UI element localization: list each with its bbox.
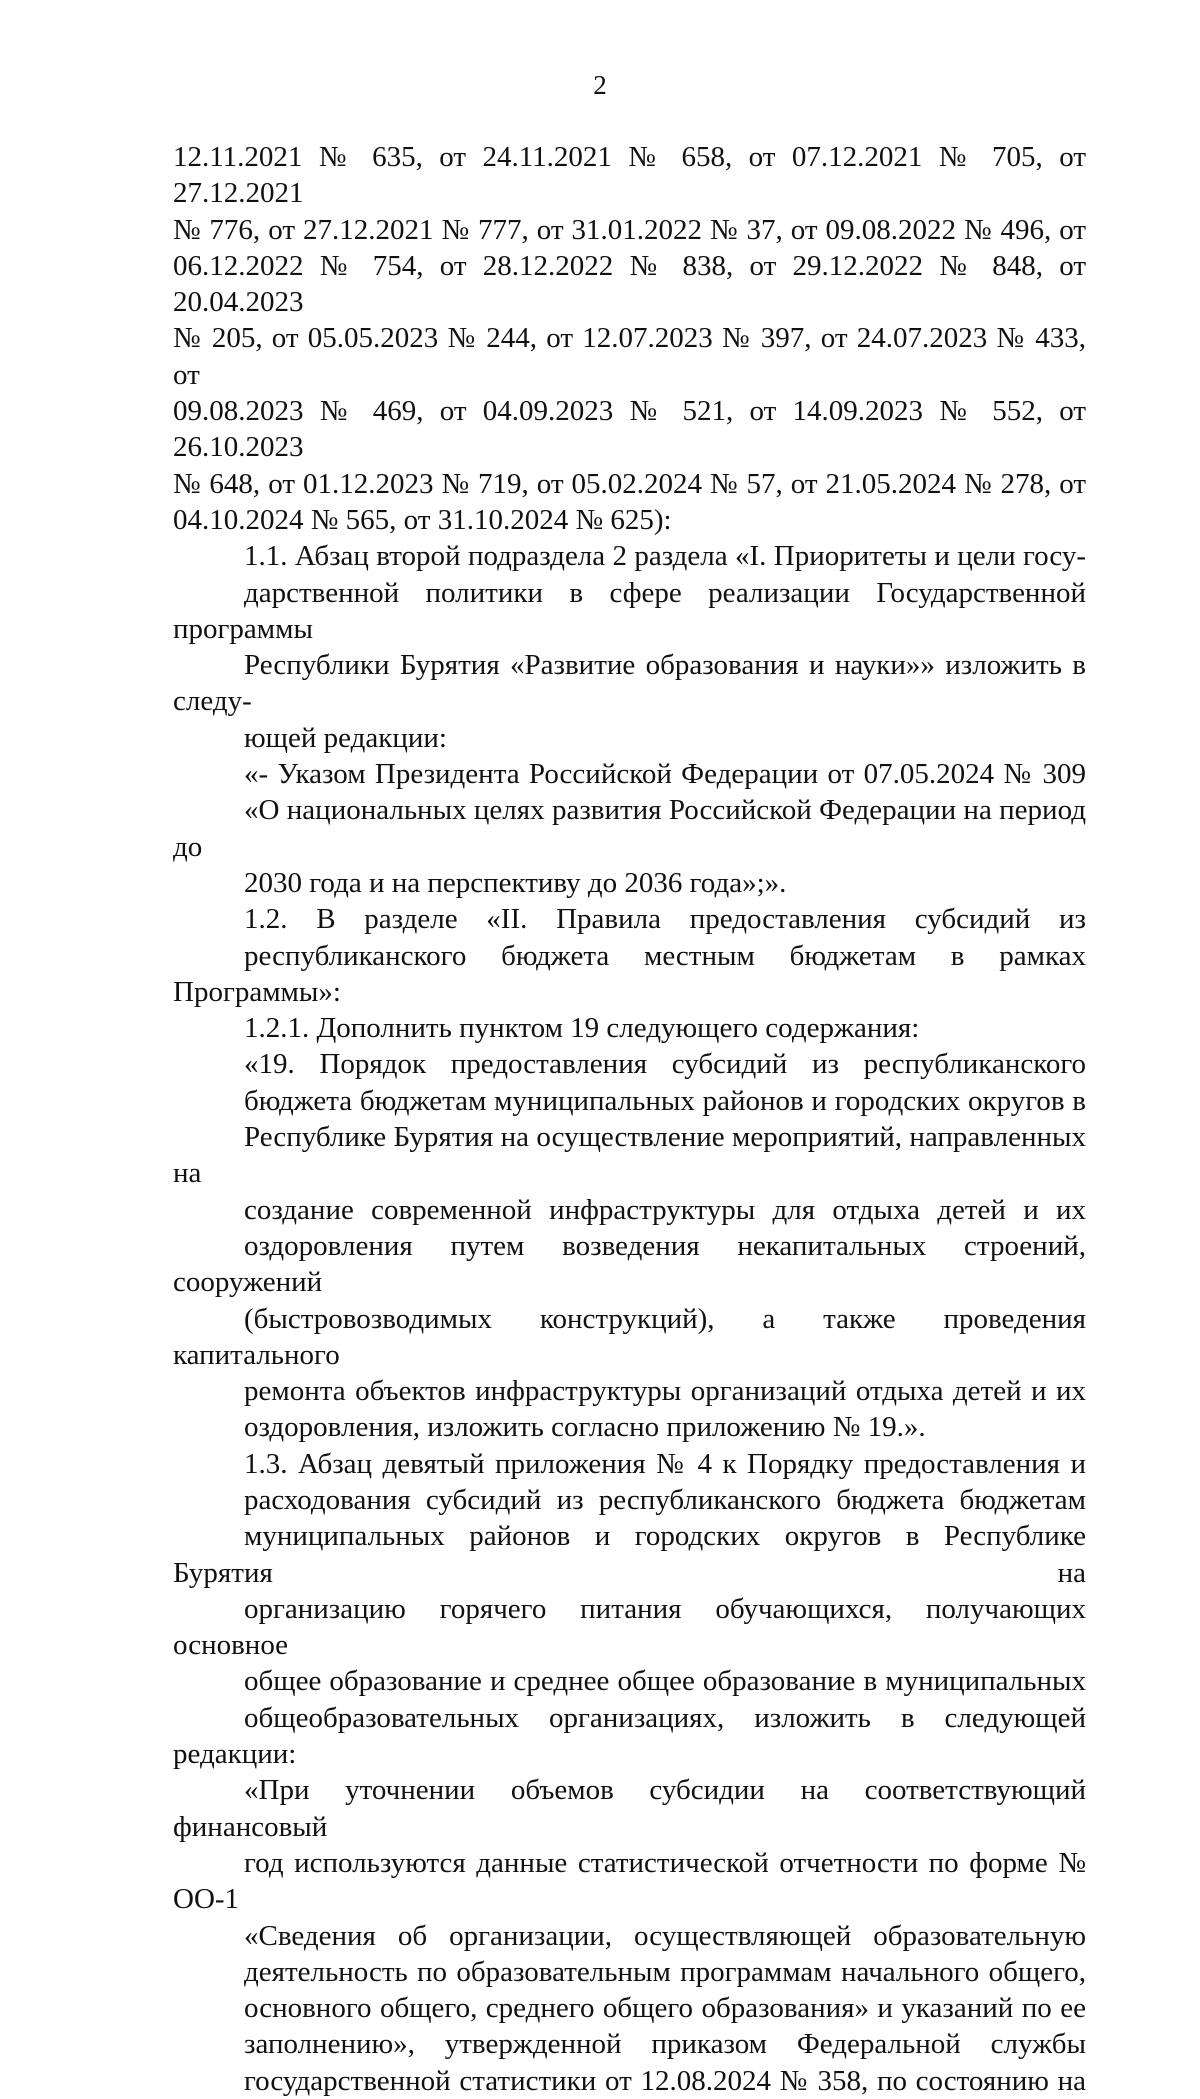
text-line: деятельность по образовательным программам начального общего, [244, 1955, 1086, 1988]
text-line: муниципальных районов и городских округов в Республике Бурятия на [173, 1520, 1086, 1589]
page-number: 2 [593, 70, 607, 100]
paragraph [173, 1010, 1086, 1046]
text-line: оздоровления, изложить согласно приложению № 19.». [244, 1411, 926, 1444]
text-line: № 648, от 01.12.2023 № 719, от 05.02.2024 № 57, от 21.05.2024 № 278, от [173, 467, 1086, 500]
text-line: 12.11.2021 № 635, от 24.11.2021 № 658, от 07.12.2021 № 705, от 27.12.2021 [173, 141, 1086, 210]
text-line: 1.2.1. Дополнить пунктом 19 следующего содержания: [244, 1012, 920, 1045]
text-line: «- Указом Президента Российской Федерации от 07.05.2024 № 309 [244, 758, 1086, 791]
text-line: общеобразовательных организациях, изложить в следующей редакции: [173, 1701, 1086, 1771]
text-line: расходования субсидий из республиканского бюджета бюджетам [244, 1483, 1086, 1516]
text-line: оздоровления путем возведения некапитальных строений, сооружений [173, 1229, 1086, 1299]
text-line: «О национальных целях развития Российской Федерации на период до [173, 794, 1086, 863]
text-line: заполнению», утвержденной приказом Федеральной службы [244, 2028, 1086, 2061]
text-line: № 205, от 05.05.2023 № 244, от 12.07.2023 № 397, от 24.07.2023 № 433, от [173, 322, 1086, 391]
text-line: 1.3. Абзац девятый приложения № 4 к Порядку предоставления и [244, 1447, 1086, 1480]
text-line: общее образование и среднее общее образование в муниципальных [244, 1665, 1086, 1698]
text-line: год используются данные статистической отчетности по форме № ОО-1 [173, 1846, 1086, 1916]
text-line: ющей редакции: [244, 721, 447, 754]
text-line: республиканского бюджета местным бюджетам в рамках Программы»: [173, 939, 1086, 1008]
text-line: (быстровозводимых конструкций), а также проведения капитального [173, 1302, 1086, 1371]
text-line: ремонта объектов инфраструктуры организаций отдыха детей и их [244, 1375, 1086, 1408]
text-line: 1.1. Абзац второй подраздела 2 раздела «I. Приоритеты и цели госу- [244, 540, 1086, 573]
text-line: 1.2. В разделе «II. Правила предоставления субсидий из [244, 903, 1086, 936]
text-line: «Сведения об организации, осуществляющей образовательную [244, 1919, 1086, 1952]
text-line: создание современной инфраструктуры для отдыха детей и их [244, 1193, 1086, 1226]
text-line: «При уточнении объемов субсидии на соответствующий финансовый [173, 1774, 1086, 1843]
text-line: 2030 года и на перспективу до 2036 года»;». [244, 866, 787, 899]
text-line: государственной статистики от 12.08.2024 № 358, по состоянию на [244, 2064, 1086, 2097]
document-body [173, 139, 1086, 2099]
paragraph [173, 139, 1086, 538]
paragraph [173, 538, 1086, 756]
text-line: Республике Бурятия на осуществление мероприятий, направленных на [173, 1121, 1086, 1190]
text-line: 09.08.2023 № 469, от 04.09.2023 № 521, от 14.09.2023 № 552, от 26.10.2023 [173, 395, 1086, 464]
text-line: основного общего, среднего общего образования» и указаний по ее [244, 1992, 1086, 2025]
text-line: 04.10.2024 № 565, от 31.10.2024 № 625): [173, 503, 672, 536]
text-line: организацию горячего питания обучающихся, получающих основное [173, 1592, 1086, 1662]
text-line: 06.12.2022 № 754, от 28.12.2022 № 838, от 29.12.2022 № 848, от 20.04.2023 [173, 249, 1086, 319]
text-line: «19. Порядок предоставления субсидий из республиканского [244, 1048, 1086, 1081]
paragraph [173, 756, 1086, 901]
text-line: бюджета бюджетам муниципальных районов и городских округов в [244, 1084, 1086, 1117]
paragraph [173, 901, 1086, 1010]
text-line: Республики Бурятия «Развитие образования и науки»» изложить в следу- [173, 649, 1086, 718]
paragraph [173, 1046, 1086, 1445]
text-line: № 776, от 27.12.2021 № 777, от 31.01.2022 № 37, от 09.08.2022 № 496, от [173, 213, 1086, 246]
paragraph [173, 1446, 1086, 1773]
text-line: дарственной политики в сфере реализации Государственной программы [173, 576, 1086, 645]
paragraph [173, 1772, 1086, 2099]
